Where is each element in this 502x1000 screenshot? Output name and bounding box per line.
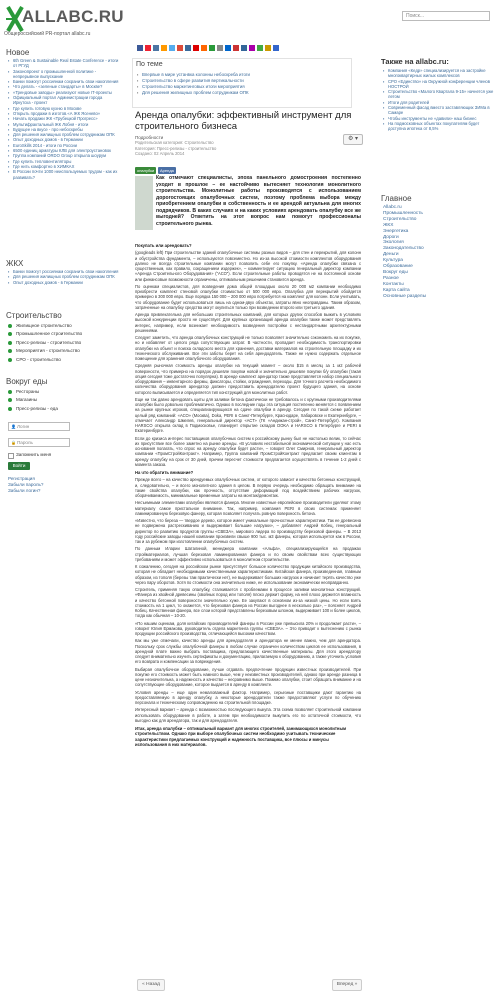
share-icon[interactable] — [193, 45, 199, 51]
remember-label: Запомнить меня — [16, 452, 52, 457]
article-paragraph: К сожалению, сегодня на российском рынке присутствует большое количество продукции китайского производства, которая не обладает необходимыми качественными характеристиками. Китайская фанера, произведенная, главным образом, из тополя (березы там практически нет), не выдерживает больших нагрузок и начинает терять качество уже через пару оборотов. Хотя по стоимости она значительно ниже, ее использование экономически неоправданно. — [135, 564, 361, 585]
build-menu-item[interactable]: Пресс-релизы - строительство — [8, 339, 120, 347]
also-news-link[interactable]: ▪ Компания «Кедр» специализируется на застройке многоквартирных жилых комплексов — [383, 68, 495, 79]
share-icon[interactable] — [241, 45, 247, 51]
share-icon[interactable] — [273, 45, 279, 51]
also-news-link[interactable]: ▪ Строительство «Малого Квартала 9-15» начнется уже летом — [383, 89, 495, 100]
news-link[interactable]: ▪ 6500 единиц арматуры КЛВ для электроустановок — [8, 148, 120, 153]
related-topic-link[interactable]: ▪ Для решения жилищных проблем сотрудникам ОПК — [137, 90, 347, 96]
news-link[interactable]: ▪ Опыт доходных домов - в Германии — [8, 137, 120, 142]
share-icon[interactable] — [177, 45, 183, 51]
article-paragraph: Как мы уже отмечали, качество аренды для арендодателя и арендатора не менее важно, чем для арендатора. Поскольку срок службы опалубочной фанеры в любом случае ограничен количеством циклов ее использования, в арендной плате важно выбрать поставщика, предлагающего качественные материалы. Для этого арендатору следует внимательно изучить сертификаты и документацию, прилагаемую к оборудованию, а также уточнить условия его возврата и компенсации за повреждения. — [135, 638, 361, 665]
account-link[interactable]: Забыли пароль? — [8, 481, 44, 487]
news-link[interactable]: ▪ EuroSkills 2014 - итоги по России — [8, 143, 120, 148]
news-link[interactable]: ▪ Группа компаний ORDO Group открыла шоурум — [8, 153, 120, 158]
also-news-link[interactable]: ▪ Итоги для родителей — [383, 100, 495, 105]
news-link[interactable]: ▪ Начать продажи ЖК «Трубецкой Прогресс» — [8, 116, 120, 121]
news-link[interactable]: ▪ «Трендовые заводы» реализуют новые IT-проекты — [8, 90, 120, 95]
meta-line: Категория: Пресс-релизы - строительство — [135, 145, 217, 151]
main-menu-link[interactable]: Деньги — [383, 252, 399, 258]
food-menu-item[interactable]: Пресс-релизы - еда — [8, 405, 120, 413]
meta-line: Создано: 02 Апрель 2014 — [135, 150, 185, 156]
around-food-title: Вокруг еды — [6, 377, 48, 386]
tag-rent[interactable]: Аренда — [160, 168, 174, 173]
jkh-link[interactable]: ▪ Банки помогут россиянам сохранить свои накопления — [8, 269, 120, 274]
article-subheading: На что обратить внимание? — [135, 470, 194, 476]
logo-mark — [6, 7, 22, 31]
also-news-link[interactable]: ▪ На подмосковных объектах покупателям будет доступна ипотека от 8,5% — [383, 121, 495, 132]
article-tools-gear-button[interactable]: ⚙ ▾ — [343, 134, 363, 145]
news-link[interactable]: ▪ Где купить готовую кухню в Москве — [8, 106, 120, 111]
also-on-site-title: Также на allabc.ru: — [381, 57, 449, 66]
main-menu-link[interactable]: Культура — [383, 258, 403, 264]
tag-formwork[interactable]: опалубки — [137, 168, 155, 173]
main-menu-link[interactable]: Вокруг еды — [383, 269, 408, 275]
account-link[interactable]: Забыли логин? — [8, 487, 41, 493]
build-menu-item[interactable]: Мероприятия - строительство — [8, 347, 120, 355]
main-menu-link[interactable]: Строительство — [383, 216, 417, 222]
login-button[interactable]: Войти — [8, 462, 30, 470]
article-paragraph: По данным Иларии Шаталиной, менеджера компании «Альфа», специализирующейся на продажах стройматериалов, лучшая березовая ламинированная фанера и по своим свойствам всех существующих требованиям и может эффективно использоваться в монолитном строительстве. — [135, 546, 361, 562]
article-paragraph: Если до кризиса интерес поставщиков опалубочных систем к российскому рынку был не настолько велик, то сейчас их присутствие все более заметно на рынке аренды. «В условиях нестабильной экономической ситуации у нас есть основания полагать, что спрос на аренду опалубки будет расти», – говорит Олег Смирнов, генеральный директор компании «ПромСтройКонтракт». Например, Группа компаний ПромСтройКонтракт предлагает своим клиентам в аренду опалубку на срок от 30 дней, причем пересчет стоимости предлагается осуществлять в течение 1-2 дней с момента заказа. — [135, 435, 361, 467]
main-menu-link[interactable]: Основные разделы — [383, 293, 427, 299]
share-icon[interactable] — [169, 45, 175, 51]
also-news-link[interactable]: ▪ Современный фасад вместо заставляющих ЗИМа в Самаре — [383, 105, 495, 116]
article-paragraph: Условия аренды – еще один немаловажный фактор. Например, серьезные поставщики дают гарантию на предоставляемую в аренду опалубку, а некоторые арендодатели также предоставляют услуги по обучению персонала и техническому сопровождению на строительной площадке. — [135, 689, 361, 706]
article-paragraph: «Известно, что береза — твердое дерево, которое имеет уникальные прочностные характеристики. Так ее древесина не подвержена растрескиванию и выдерживает большие нагрузки», – добавляет Андрей Кобец, генеральный директор по развитию продуктов группы «СВЕЗА», мирового лидера по производству березовой фанеры. – В 2013 году российские заводы нашей компании произвели свыше 900 тыс. м3 фанеры, которая используется как в России, так и за рубежом при изготовлении опалубочных систем. — [135, 518, 361, 545]
article-thumbnail — [135, 176, 153, 230]
article-paragraph: Интересный вариант – аренда с возможностью последующего выкупа. Эта схема позволяет строительной компании использовать оборудование в работе, а затем при необходимости выкупить его по остаточной стоимости, что выгодно как для арендатора, так и для арендодателя. — [135, 707, 361, 723]
also-news-link[interactable]: ▪ СРО «Единство» на Окружной конференции членов НОСТРОЙ — [383, 79, 495, 90]
jkh-link[interactable]: ▪ Опыт доходных домов - в Германии — [8, 280, 120, 285]
account-link[interactable]: Регистрация — [8, 476, 35, 481]
build-menu-item[interactable]: СРО - строительство — [8, 356, 120, 364]
also-on-site-list — [383, 68, 495, 132]
article-paragraph: Несъемными элементами опалубки являются фанера. Многие известные европейские производители уделяют этому материалу самое пристальное внимание. Так, например, компания PERI в своих системах применяет ламинированную березовую фанеру, которая позволяет получать ровную поверхность бетона. — [135, 500, 361, 516]
article-lead: Как отмечают специалисты, эпоха панельного домостроения постепенно уходит в прошлое – ее настойчиво вытесняет технология монолитного строительства. Монолитные работы производятся с использованием дорогостоящих опалубочных систем, поэтому проблема выбора между приобретением опалубки в собственность и ее арендой актуальна для многих подрядчиков. В каких случаях и на каких условиях арендовать опалубку все же выгодней? Ответить на этот вопрос нам помогут профессионалы строительного рынка. — [156, 175, 361, 227]
meta-line: Родительская категория: Строительство — [135, 140, 214, 146]
account-links — [8, 476, 68, 493]
main-menu-link[interactable]: Разное — [383, 275, 399, 281]
article-title[interactable]: Аренда опалубки: эффективный инструмент для строительного бизнеса — [135, 110, 352, 132]
article-paragraph: Выбирая опалубочное оборудование, лучше отдавать предпочтение продукции известных производителей. При покупке его стоимость может быть намного выше, чем у неизвестных производителей, однако при аренде разница в цене незначительна, а надежность и качество – несравнимо выше. Помимо опалубки, стоит обращать внимание и на сопутствующее оборудование, которое выдается в аренду в комплекте. — [135, 666, 361, 688]
main-menu-link[interactable]: Дороги — [383, 234, 399, 240]
food-menu-item[interactable]: Магазины — [8, 396, 120, 404]
prev-button[interactable]: « Назад — [137, 979, 165, 991]
article-paragraph: Еще ни так давно арендовать щиты для заливки бетона фактически не требовалось и с крупными производителями опалубки было довольно проблематично. Однако в последние годы эта ситуация постепенно меняется с появлением на рынке крупных игроков, специализирующихся на сдаче опалубки в аренду. Сегодня по такой схеме работает целый ряд компаний: «АСО» (Москва), Doka, PERI в Санкт-Петербурге, Краснодаре, Хабаровске и Екатеринбурге, – отмечает Александр Шмелев, генеральный директор «АСТ» (ГК «Андижан-строй», Санкт-Петербург). Компания HARSCO открыла склад в Подмосковье, планирует открытие складов DOKA и HARSCO в Петербурге и PERI в Екатеринбурге. — [135, 396, 361, 434]
main-menu-link[interactable]: Промышленность — [383, 210, 423, 216]
lock-icon: 🔒 — [11, 440, 16, 445]
article-paragraph: Строитель, применяя такую опалубку, сталкивается с проблемами в процессе заливки монолитных конструкций. «Фанера из хвойной древесины (хвойных пород или тополя) плохо держит форму, на ней плохо держится влажность и качество бетонной поверхности значительно хуже. Ее закупают в основном из-за низкой цены. Но если взять стоимость на 1 цикл, то окажется, что березовая фанера из России выгоднее в несколько раз», – поясняет Андрей Кобец. Качественная фанера, все слои которой представлены березовым шпоном, выдерживает 100 и более циклов, тогда как обычная – 10-20. — [135, 587, 361, 619]
related-topics-list — [137, 72, 347, 96]
share-icon[interactable] — [233, 45, 239, 51]
share-icon[interactable] — [153, 45, 159, 51]
article-paragraph: Аренда привлекательна для небольших строительных компаний, для которых других способов выжить в условиях высокой конкуренции просто не существует. Для крупных организаций аренда опалубки также может представлять интерес, например, если возникает необходимость возведения постройки с нестандартными архитектурными решениями. — [135, 312, 361, 333]
build-menu-item[interactable]: Жилищное строительство — [8, 322, 120, 330]
news-link[interactable]: ▪ Мультифрактальный ЖК Лобня - итоги — [8, 122, 120, 127]
share-icon[interactable] — [257, 45, 263, 51]
related-topics-title: По теме — [136, 61, 163, 68]
build-list — [8, 322, 120, 364]
share-icon[interactable] — [225, 45, 231, 51]
around-food-list — [8, 388, 120, 413]
main-menu-link[interactable]: Экология — [383, 240, 404, 246]
share-icon[interactable] — [209, 45, 215, 51]
article-paragraph: «По нашим оценкам, доля китайских производителей фанеры в России уже превысила 20% и продолжает расти», – говорит Юлия Ермакова, руководитель отдела маркетинга группы «СВЕЗА». – Это приводит к вытеснению с рынка продукции российского производства, отличающейся высоким качеством. — [135, 620, 361, 637]
main-menu-link[interactable]: Образование — [383, 264, 413, 270]
build-menu-item[interactable]: Промышленное строительство — [8, 330, 120, 338]
food-menu-item[interactable]: Рестораны — [8, 388, 120, 396]
article-subheading: Итак, аренда опалубки – оптимальный вариант для многих строителей, занимающихся монолитным строительством. Однако при выборе опалубочных систем необходимо учитывать технические характеристики предлагаемых конструкций и надежность поставщика, все плюсы и минусы использования в них материалов. — [135, 726, 347, 747]
share-icon[interactable] — [137, 45, 143, 51]
jkh-list — [8, 269, 120, 285]
article-body — [135, 240, 361, 985]
news-link[interactable]: ▪ Для решения жилищных проблем сотрудникам ОПК — [8, 132, 120, 137]
remember-checkbox[interactable] — [8, 453, 14, 459]
news-link[interactable]: ▪ Будущее на вкусе - про небоскребы — [8, 127, 120, 132]
news-link[interactable]: ▪ 6th Green & Sustainable Real Estate Conference - итоги от РГУД — [8, 58, 120, 69]
password-input[interactable]: Пароль — [8, 438, 70, 447]
news-link[interactable]: ▪ Официальный портал Администрации города Иркутска - проект — [8, 95, 120, 106]
related-topic-link[interactable]: ▪ Впервые в мире устанвка колонны небоскреба итоги — [137, 72, 347, 78]
article-meta — [135, 135, 355, 156]
logo-text: ALLABC.RU — [22, 7, 124, 26]
share-icon[interactable] — [145, 45, 151, 51]
article-paragraph: Следует заметить, что аренда опалубочных конструкций не только позволяет значительно сэкономить на их покупке, но и избавляет от целого ряда сопутствующих затрат. В частности, пропадает необходимость транспортировки опалубки на объект и поиска складского места для хранения, доставки материалов на строительную площадку и их технического обслуживания. Все эти заботы берет на себя арендодатель. Также не нужно содержать отдельное помещение для хранения опалубочного оборудования. — [135, 335, 361, 362]
news-link[interactable]: ▪ Где нить комфортно в ХИМКАХ — [8, 164, 120, 169]
jkh-link[interactable]: ▪ Для решения жилищных проблем сотрудникам ОПК — [8, 274, 120, 279]
next-button[interactable]: Вперед » — [332, 979, 362, 991]
related-topics-box — [132, 58, 352, 108]
login-input[interactable]: Логин — [8, 422, 70, 431]
share-icon[interactable] — [161, 45, 167, 51]
news-link[interactable]: ▪ Где купить тепловентиляторы — [8, 159, 120, 164]
news-link[interactable]: ▪ Открыть продажи в изготов.«А ЖК Ясенево» — [8, 111, 120, 116]
share-icon[interactable] — [217, 45, 223, 51]
user-icon: 👤 — [11, 424, 16, 429]
main-menu-link[interactable]: Allabc.ru — [383, 205, 402, 210]
also-news-link[interactable]: ▪ Чтобы инструменты не «давили» наш бизнес — [383, 116, 495, 121]
article-paragraph: По оценкам специалистов, для возведения дома общей площадью около 20 000 м2 компании необходимо приобрести комплект стеновой опалубки стоимостью от 500 000 евро. Опалубка для перекрытий обойдется примерно в 300 000 евро. Еще порядка 150 000 – 200 000 евро потребуется на комплект для колонн. Если учитывать, что оборудование будет использоваться лишь на одном-двух объектах, затраты явно неоправданы. Таким образом, затраченные на опалубку средства могут окупиться только при возведении второго или третьего здания. — [135, 283, 361, 310]
news-list — [8, 58, 120, 180]
main-menu-link[interactable]: Энергетика — [383, 228, 409, 234]
main-menu-link[interactable]: Карта сайта — [383, 287, 410, 293]
share-icon[interactable] — [201, 45, 207, 51]
site-tagline: Общероссийский PR-портал allabc.ru — [4, 31, 91, 37]
article-paragraph: Средняя рыночная стоимость аренды опалубки на текущий момент – около $15 в месяц за 1 м2 рабочей поверхности, что примерно на порядок дешевле покупки новой и значительно дешевле покупки б/у опалубки (такая опция сегодня тоже достаточно популярна). В аренде комплект арендатор также представляется набор специального оборудования – инвентарного фермы, фиксаторы, стойки, ограждения, переходы. Для точного расчета необходимого количества оборудования арендатор должен предоставить арендодателю проект будущего здания, на основе которого выписывается и определяется тип конструкций для монолитных работ. — [135, 363, 361, 395]
share-icon[interactable] — [185, 45, 191, 51]
details-label: Подробности — [135, 135, 164, 140]
main-menu-link[interactable]: Законодательство — [383, 246, 424, 252]
share-icon[interactable] — [249, 45, 255, 51]
jkh-section-title: ЖКХ — [6, 259, 24, 268]
main-menu-list — [383, 205, 483, 300]
build-section-title: Строительство — [6, 311, 62, 320]
article-paragraph: (googleads left) При строительстве зданий опалубочные системы разных видов – для стен и перекрытий, для колонн и обустройства фундамента, – используются повсеместно. Но из-за высокой стоимости комплектов оборудования далеко не всегда строительные компании могут позволить себе его покупку. «Аренда опалубки связана с существенным, как правило, сокращением издержек», – комментирует ситуацию генеральный директор компании «Аренда Строительного Оборудования» ("АСО"). Если строительные работы проводятся не на постоянной основе или финансовые возможности ограничены, оптимальным решением становится аренда. — [135, 250, 361, 282]
news-link[interactable]: ▪ Что делать - «зеленые стандарты» в Москве? — [8, 84, 120, 89]
main-menu-title: Главное — [381, 194, 412, 203]
share-icon[interactable] — [265, 45, 271, 51]
article-subheading: Покупать или арендовать? — [135, 243, 192, 248]
related-topic-link[interactable]: ▪ Строительство маркетинговых итоги мероприятия — [137, 84, 347, 90]
main-menu-link[interactable]: Контакты — [383, 281, 404, 287]
main-menu-link[interactable]: ЖКХ — [383, 222, 394, 228]
news-link[interactable]: ▪ Законопроект о промышленной политике - непрерывное выпускание — [8, 69, 120, 80]
news-link[interactable]: ▪ В России почти 1000 неиспользуемых трудом - как их развивать? — [8, 169, 120, 180]
news-link[interactable]: ▪ Банки помогут россиянам сохранить свои накопления — [8, 79, 120, 84]
search-input[interactable]: Поиск... — [402, 11, 490, 21]
news-section-title: Новое — [6, 48, 30, 57]
related-topic-link[interactable]: ▪ Строительство в сфере развития вертикальности — [137, 78, 347, 84]
article-paragraph: Прежде всего – на качество арендуемых опалубочных систем, от которого зависит и качество бетонных конструкций, и, следовательно, – и всего монолитного здания в целом. В первую очередь необходимо обращать внимание на такие свойства опалубки, как прочность, отсутствие деформаций под воздействием рабочих нагрузок, оборачиваемость, минимальные временные затраты на монтаж/демонтаж. — [135, 477, 361, 499]
